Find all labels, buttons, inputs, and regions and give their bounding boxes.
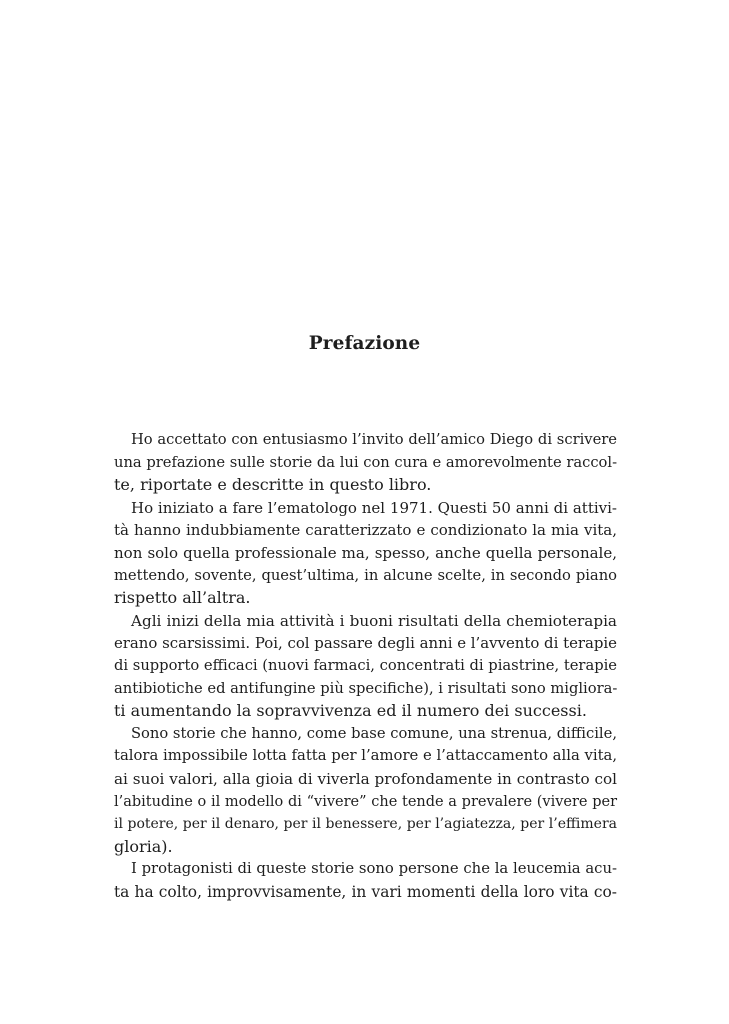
text-line: tà hanno indubbiamente caratterizzato e condizionato la mia vita, [114, 521, 617, 540]
text-line: gloria). [114, 836, 173, 856]
text-line: l’abitudine o il modello di “vivere” che tende a prevalere (vivere per [114, 793, 617, 810]
text-line: una prefazione sulle storie da lui con cura e amorevolmente raccol- [114, 453, 618, 471]
text-line: Ho iniziato a fare l’ematologo nel 1971. Questi 50 anni di attivi- [131, 498, 617, 517]
text-line: te, riportate e descritte in questo libro. [114, 475, 432, 495]
text-line: non solo quella professionale ma, spesso, anche quella personale, [114, 543, 617, 562]
text-line: rispetto all’altra. [114, 588, 251, 608]
text-line: mettendo, sovente, quest’ultima, in alcune scelte, in secondo piano [114, 566, 617, 584]
text-line: ai suoi valori, alla gioia di viverla profondamente in contrasto col [114, 769, 617, 788]
text-line: Agli inizi della mia attività i buoni risultati della chemioterapia [131, 611, 617, 630]
text-line: talora impossibile lotta fatta per l’amore e l’attaccamento alla vita, [114, 747, 618, 765]
text-line: ti aumentando la sopravvivenza ed il numero dei successi. [114, 701, 587, 721]
text-line: I protagonisti di queste storie sono persone che la leucemia acu- [131, 860, 617, 878]
text-line: Sono storie che hanno, come base comune, una strenua, difficile, [131, 724, 617, 742]
text-line: Ho accettato con entusiasmo l’invito dell’amico Diego di scrivere [131, 431, 617, 448]
text-line: antibiotiche ed antifungine più specifiche), i risultati sono migliora- [114, 679, 618, 697]
text-line: di supporto efficaci (nuovi farmaci, concentrati di piastrine, terapie [114, 656, 617, 674]
text-line: erano scarsissimi. Poi, col passare degli anni e l’avvento di terapie [114, 634, 617, 653]
page-title: Prefazione [308, 333, 421, 354]
preface-body [114, 429, 617, 903]
text-line: il potere, per il denaro, per il benessere, per l’agiatezza, per l’effimera [114, 816, 617, 833]
text-line: ta ha colto, improvvisamente, in vari momenti della loro vita co- [114, 882, 617, 901]
